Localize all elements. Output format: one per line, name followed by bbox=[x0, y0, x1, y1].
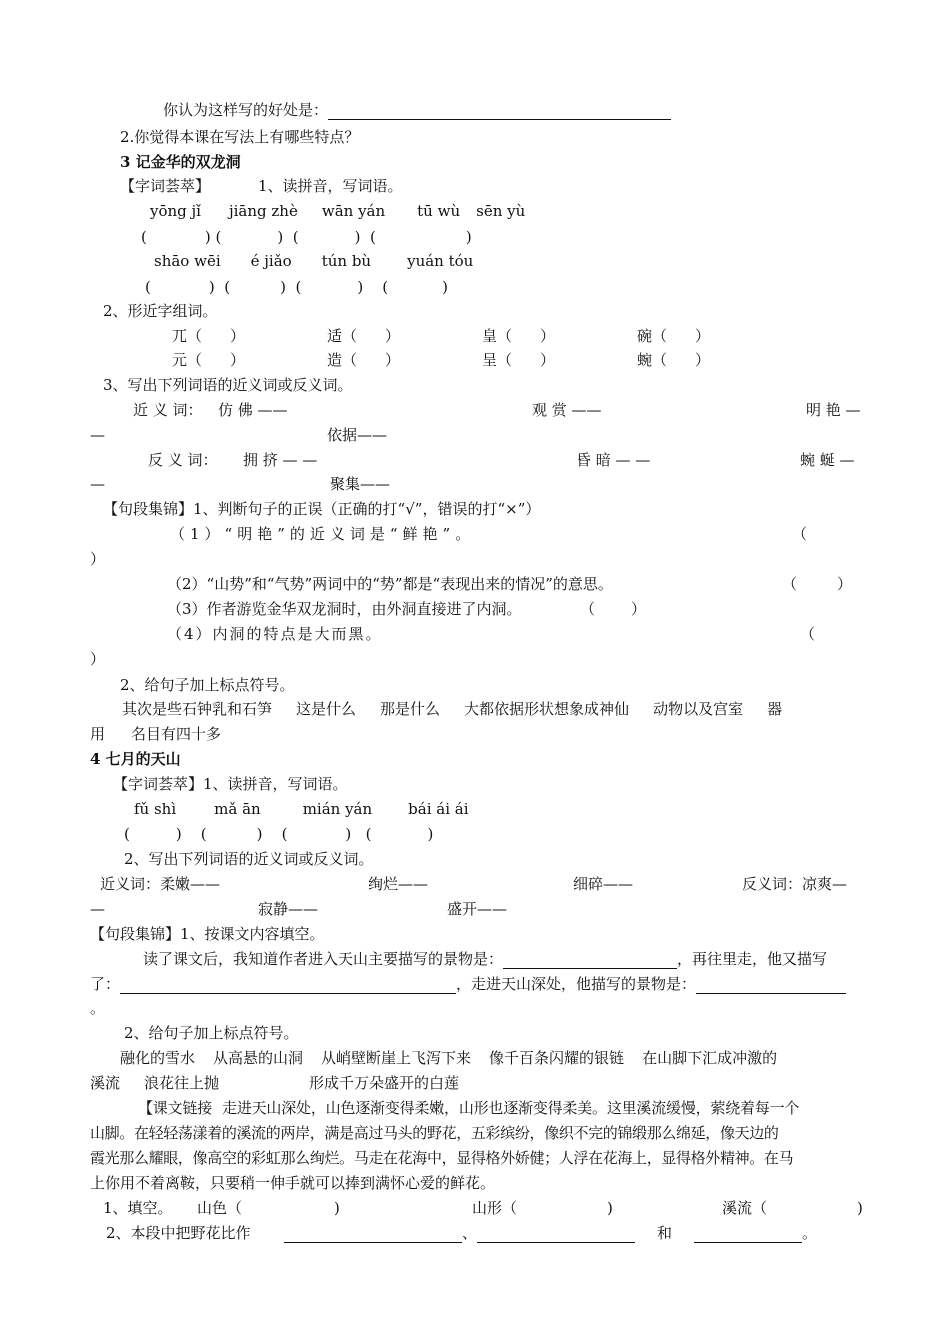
char-item: 蜿（ ） bbox=[637, 351, 711, 369]
pinyin: yuán tóu bbox=[407, 252, 474, 270]
judge-paren: ） bbox=[90, 550, 106, 568]
question: 2.你觉得本课在写法上有哪些特点？ bbox=[120, 128, 360, 146]
question: 2、写出下列词语的近义词或反义词。 bbox=[124, 850, 374, 868]
word-item: 观 赏 —— bbox=[532, 401, 602, 419]
fill-item[interactable]: 溪流（ ) bbox=[722, 1199, 863, 1217]
fill-item[interactable]: 山形（ ) bbox=[472, 1199, 613, 1217]
judge-sentence: （2）“山势”和“气势”两词中的“势”都是“表现出来的情况”的意思。 bbox=[167, 575, 613, 593]
lesson-title: 3 记金华的双龙洞 bbox=[120, 153, 241, 171]
word-item: 聚集—— bbox=[330, 475, 391, 493]
answer-parens-row[interactable]: ( ) ( ) ( ) ( ) bbox=[145, 278, 448, 296]
word-item: 依据—— bbox=[327, 426, 388, 444]
question: 2、形近字组词。 bbox=[103, 302, 218, 320]
pinyin-row bbox=[134, 799, 469, 819]
answer-blank[interactable] bbox=[694, 1226, 802, 1243]
text-link-paragraph: 霞光那么耀眼，像高空的彩虹那么绚烂。马走在花海中，显得格外娇健；人浮在花海上，显得格外精神。在马 bbox=[90, 1149, 794, 1167]
judge-paren[interactable]: （ bbox=[800, 625, 816, 643]
pinyin-row bbox=[150, 201, 525, 221]
pinyin: yōng jǐ bbox=[150, 202, 201, 220]
judge-paren: ） bbox=[90, 650, 106, 668]
section-heading: 【字词荟萃】 1、读拼音，写词语。 bbox=[120, 177, 403, 195]
pinyin-row bbox=[154, 251, 473, 271]
judge-sentence: （1）“明艳”的近义词是“鲜艳”。 bbox=[170, 525, 476, 543]
judge-paren[interactable]: （ ） bbox=[782, 575, 853, 593]
pinyin: tū wù bbox=[417, 202, 461, 220]
text-link-paragraph: 【课文链接 走进天山深处，山色逐渐变得柔嫩，山形也逐渐变得柔美。这里溪流缓慢，萦绕着每一个 bbox=[138, 1099, 800, 1117]
punct-sentence: 其次是些石钟乳和石笋 这是什么 那是什么 大都依据形状想象成神仙 动物以及宫室 器 bbox=[122, 700, 783, 718]
char-item: 适（ ） bbox=[327, 327, 401, 345]
dash: — bbox=[90, 900, 105, 918]
period: 。 bbox=[90, 999, 106, 1017]
good-point-line: 你认为这样写的好处是： bbox=[163, 100, 671, 120]
word-item: 寂静—— bbox=[258, 900, 319, 918]
text-link-paragraph: 山脚。在轻轻荡漾着的溪流的两岸，满是高过马头的野花，五彩缤纷，像织不完的锦缎那么绵延，像天边的 bbox=[90, 1124, 779, 1142]
text-link-paragraph: 上你用不着离鞍，只要稍一伸手就可以捧到满怀心爱的鲜花。 bbox=[90, 1174, 496, 1192]
judge-sentence: （3）作者游览金华双龙洞时，由外洞直接进了内洞。 bbox=[167, 600, 522, 618]
pinyin: bái ái ái bbox=[408, 800, 469, 818]
question: 2、给句子加上标点符号。 bbox=[124, 1024, 299, 1042]
question: 3、写出下列词语的近义词或反义词。 bbox=[103, 376, 353, 394]
pinyin: mián yán bbox=[302, 800, 373, 818]
fill-item[interactable]: 山色（ ) bbox=[197, 1199, 340, 1217]
char-item: 碗（ ） bbox=[637, 327, 711, 345]
word-item: 拥 挤 — — bbox=[243, 451, 318, 469]
word-item: 反义词：凉爽— bbox=[742, 875, 848, 893]
pinyin: tún bù bbox=[321, 252, 372, 270]
word-item: 近义词：柔嫩—— bbox=[100, 875, 221, 893]
punct-sentence: 用 名目有四十多 bbox=[90, 725, 222, 743]
char-item: 元（ ） bbox=[172, 351, 246, 369]
answer-blank[interactable] bbox=[120, 977, 456, 994]
answer-blank[interactable] bbox=[477, 1226, 635, 1243]
judge-paren[interactable]: （ bbox=[792, 525, 808, 543]
word-item: 细碎—— bbox=[573, 875, 634, 893]
section-heading: 【字词荟萃】1、读拼音，写词语。 bbox=[113, 775, 348, 793]
punct-sentence: 溪流 浪花往上抛 形成千万朵盛开的白莲 bbox=[90, 1074, 460, 1092]
pinyin: wān yán bbox=[321, 202, 386, 220]
word-item: 蜿 蜒 — bbox=[800, 451, 855, 469]
char-item: 呈（ ） bbox=[482, 351, 556, 369]
dash: — bbox=[90, 426, 105, 444]
word-item: 昏 暗 — — bbox=[576, 451, 651, 469]
char-item: 造（ ） bbox=[327, 351, 401, 369]
pinyin: sēn yù bbox=[476, 202, 526, 220]
lesson-title: 4 七月的天山 bbox=[90, 750, 181, 768]
punct-sentence: 融化的雪水 从高悬的山洞 从峭壁断崖上飞泻下来 像千百条闪耀的银链 在山脚下汇成冲激的 bbox=[120, 1049, 778, 1067]
question: 2、本段中把野花比作 bbox=[106, 1224, 251, 1242]
char-item: 兀（ ） bbox=[172, 327, 246, 345]
dash: — bbox=[90, 475, 105, 493]
word-item: 绚烂—— bbox=[368, 875, 429, 893]
answer-parens-row[interactable]: ( ) ( ) ( ) ( ) bbox=[141, 228, 472, 246]
pinyin: é jiǎo bbox=[250, 252, 292, 270]
answer-blank[interactable] bbox=[284, 1226, 462, 1243]
antonym-label: 反 义 词： bbox=[148, 451, 218, 469]
answer-blank[interactable] bbox=[328, 103, 671, 120]
judge-paren[interactable]: （ ） bbox=[580, 600, 647, 618]
word-item: 盛开—— bbox=[447, 900, 508, 918]
word-item: 仿 佛 —— bbox=[218, 401, 288, 419]
answer-parens-row[interactable]: ( ) ( ) ( ) ( ) bbox=[124, 825, 434, 843]
pinyin: mǎ ān bbox=[214, 800, 261, 818]
judge-sentence: （4）内洞的特点是大而黑。 bbox=[167, 625, 383, 643]
char-item: 皇（ ） bbox=[482, 327, 556, 345]
fill-line: 、 和 。 bbox=[284, 1223, 817, 1243]
answer-blank[interactable] bbox=[696, 977, 846, 994]
pinyin: jiāng zhè bbox=[228, 202, 298, 220]
pinyin: fǔ shì bbox=[134, 800, 177, 818]
word-item: 明 艳 — bbox=[806, 401, 861, 419]
question: 1、填空。 bbox=[103, 1199, 173, 1217]
fill-line: 读了课文后，我知道作者进入天山主要描写的景物是： ，再往里走，他又描写 bbox=[143, 950, 828, 968]
section-heading: 【句段集锦】1、判断句子的正误（正确的打“√”，错误的打“×”） bbox=[103, 500, 541, 518]
fill-line: 了： ，走进天山深处，他描写的景物是： bbox=[90, 974, 846, 994]
synonym-label: 近 义 词： bbox=[133, 401, 203, 419]
answer-blank[interactable] bbox=[503, 952, 677, 969]
section-heading: 【句段集锦】1、按课文内容填空。 bbox=[90, 925, 325, 943]
question: 2、给句子加上标点符号。 bbox=[120, 676, 295, 694]
pinyin: shāo wēi bbox=[154, 252, 221, 270]
